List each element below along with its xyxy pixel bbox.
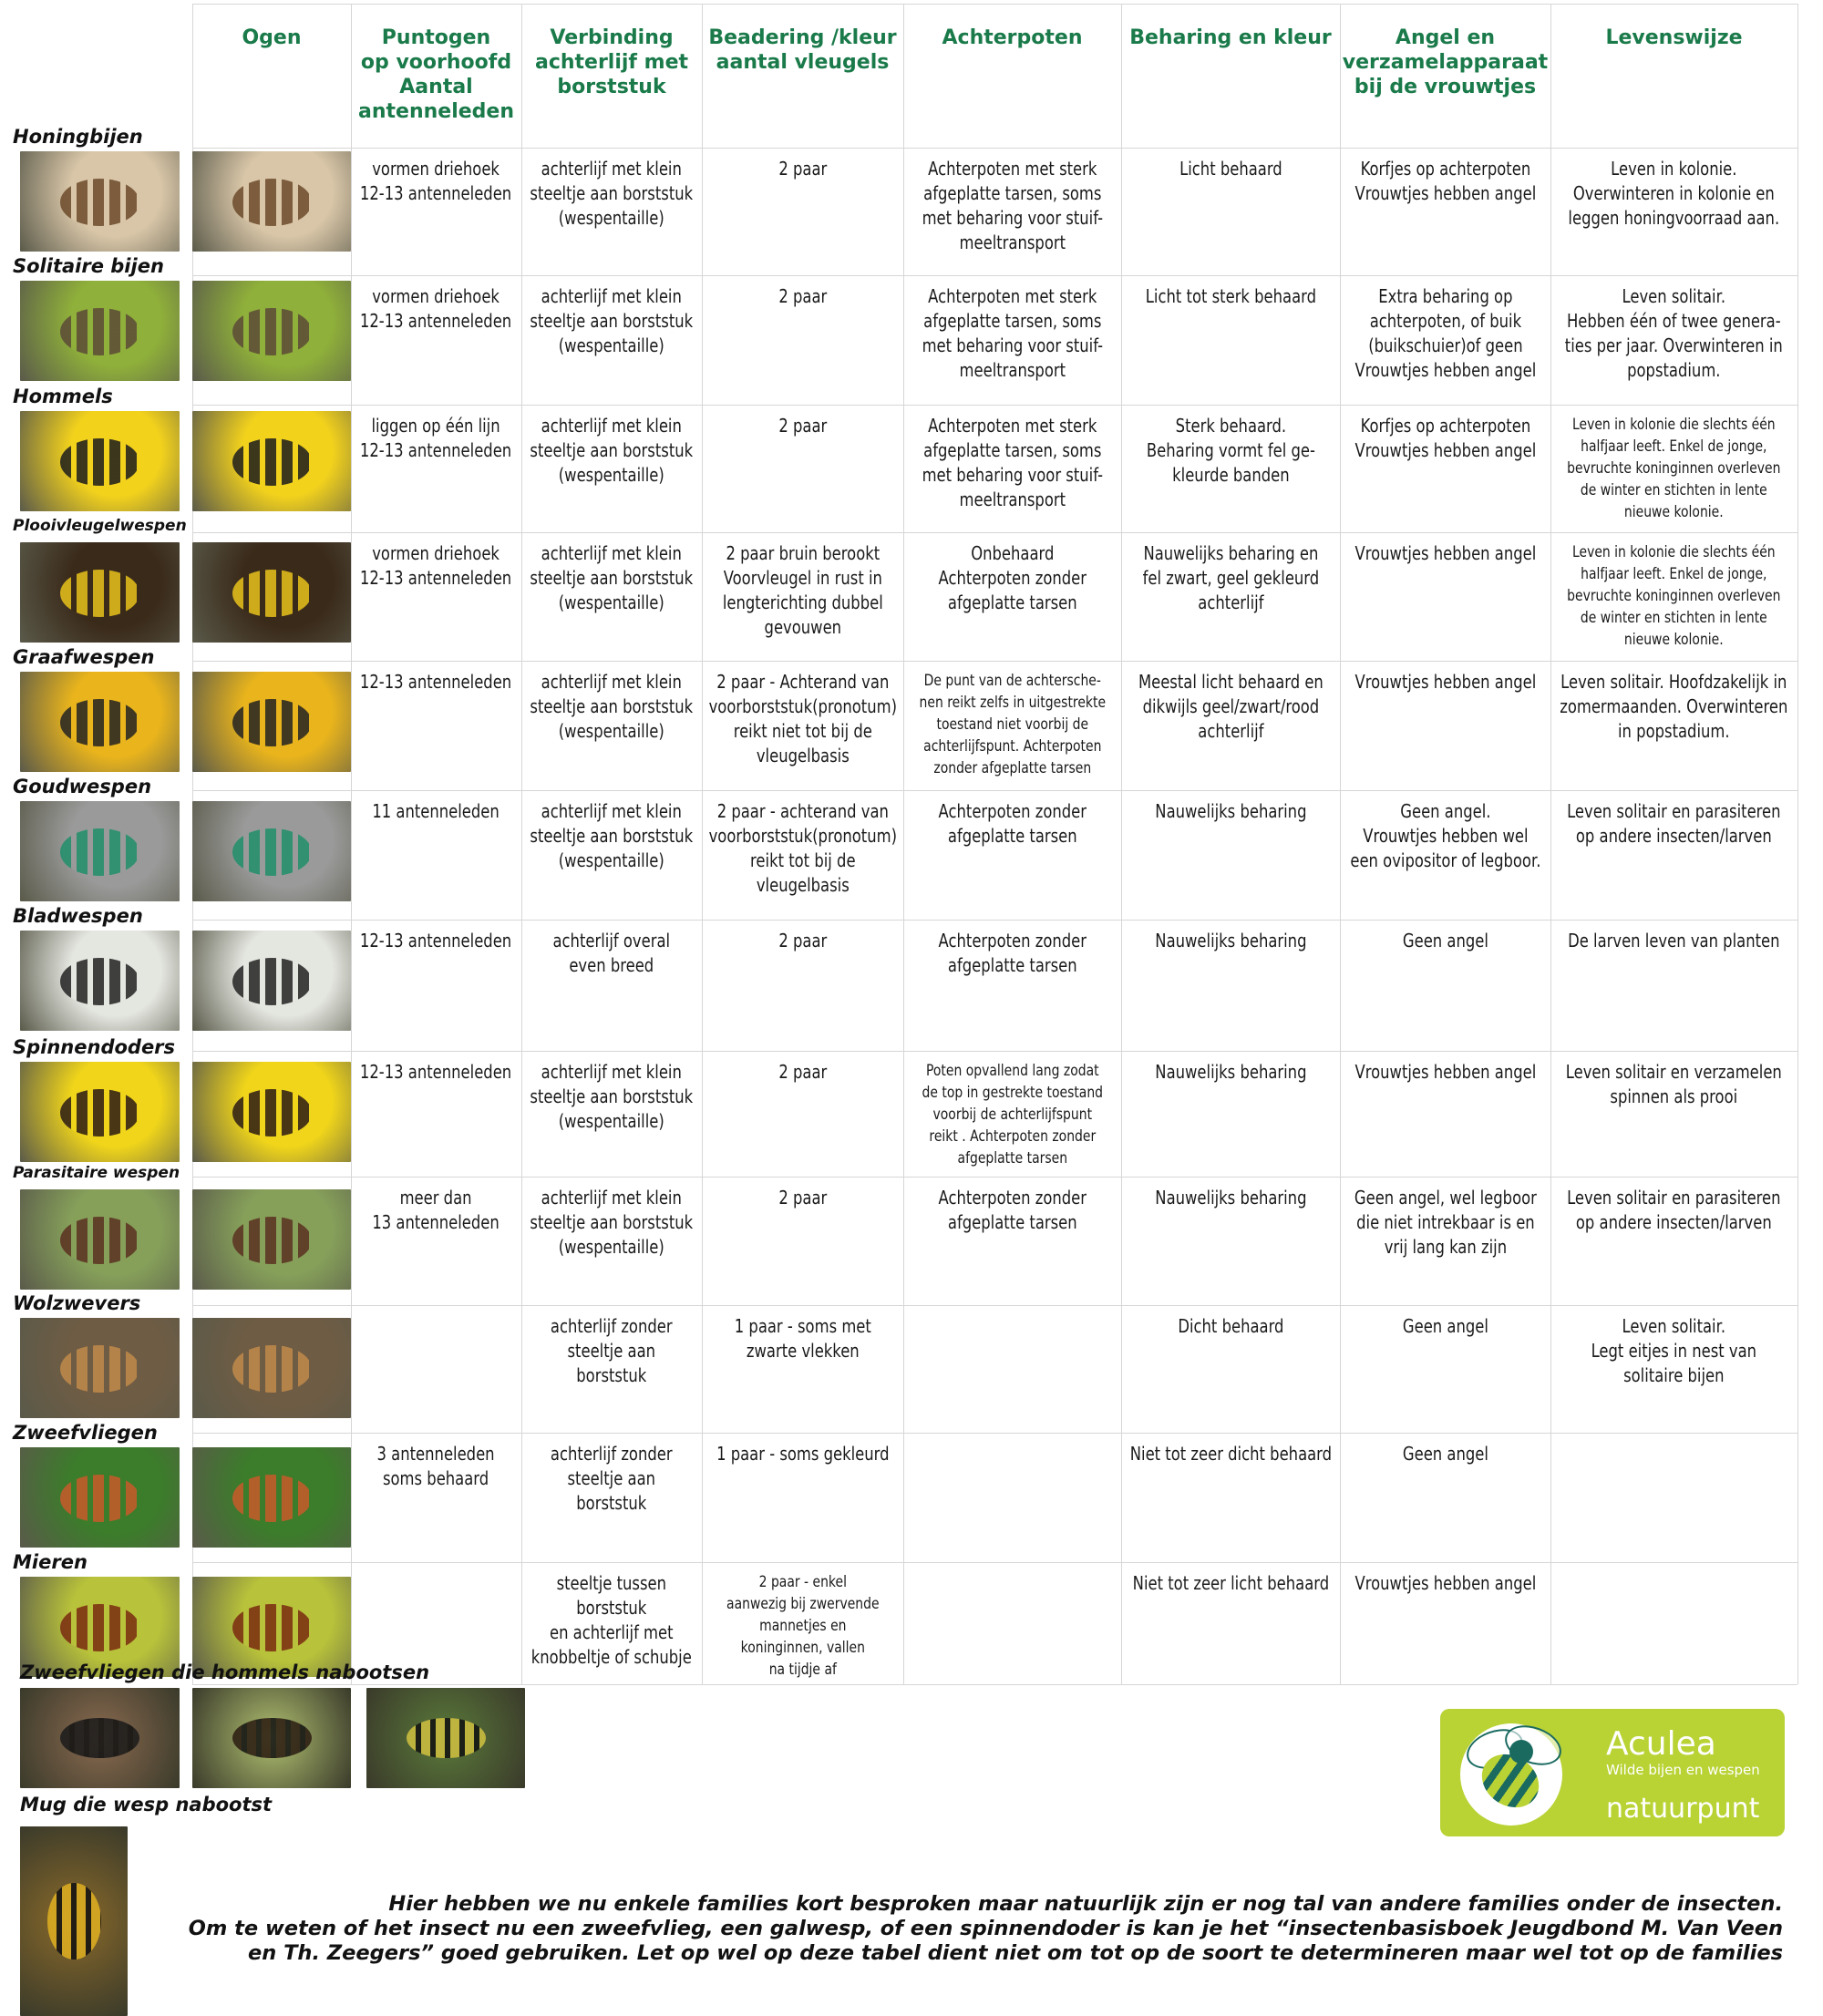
logo-tagline: Wilde bijen en wespen: [1606, 1762, 1760, 1778]
insect-closeup-photo: [192, 801, 351, 901]
table-cell: Leven in kolonie die slechts één halfjaar leeft. Enkel de jonge, bevruchte koninginnen overleven de winter en stichten in lente nieuwe kolonie.: [1567, 416, 1781, 521]
table-cell: Vrouwtjes hebben angel: [1354, 671, 1536, 693]
table-cell: vormen driehoek 12-13 antenneleden: [360, 158, 512, 204]
insect-closeup-photo: [192, 281, 351, 381]
table-cell: Nauwelijks beharing: [1154, 1061, 1307, 1083]
table-cell: 2 paar - achterand van voorborststuk(pronotum) reikt tot bij de vleugelbasis: [708, 800, 897, 896]
insect-photo: [20, 1062, 180, 1162]
column-header: Beharing en kleur: [1129, 26, 1332, 49]
row-label: Parasitaire wespen: [13, 1164, 180, 1182]
column-header: Achterpoten: [942, 26, 1083, 49]
row-label: Goudwespen: [13, 776, 152, 797]
logo-org: natuurpunt: [1606, 1793, 1760, 1825]
table-cell: achterlijf met klein steeltje aan borststuk (wespentaille): [530, 1187, 694, 1258]
table-cell: Geen angel: [1402, 1315, 1488, 1337]
table-cell: Leven solitair en verzamelen spinnen als prooi: [1565, 1061, 1783, 1107]
table-cell: steeltje tussen borststuk en achterlijf met knobbeltje of schubje: [530, 1572, 693, 1668]
table-cell: Sterk behaard. Beharing vormt fel ge- kleurde banden: [1146, 415, 1315, 486]
insect-closeup-photo: [192, 1189, 351, 1290]
table-cell: De larven leven van planten: [1568, 930, 1780, 951]
footer-line: Om te weten of het insect nu een zweefvlieg, een galwesp, of een spinnendoder is kan je het “insectenbasisboek Jeugdbond M. Van Veen: [188, 1917, 1783, 1940]
table-cell: Licht behaard: [1179, 158, 1282, 180]
table-cell: Korfjes op achterpoten Vrouwtjes hebben angel: [1354, 415, 1536, 461]
table-cell: Leven solitair en parasiteren op andere insecten/larven: [1567, 1187, 1781, 1233]
row-label: Wolzwevers: [13, 1292, 141, 1314]
footer-line: Hier hebben we nu enkele families kort besproken maar natuurlijk zijn er nog tal van andere families onder de insecten.: [388, 1892, 1783, 1916]
row-label: Bladwespen: [13, 905, 143, 927]
table-cell: Korfjes op achterpoten Vrouwtjes hebben angel: [1354, 158, 1536, 204]
table-cell: 12-13 antenneleden: [360, 1061, 512, 1083]
table-cell: 3 antenneleden soms behaard: [376, 1443, 495, 1489]
table-cell: [1550, 1562, 1797, 1571]
insect-photo: [20, 672, 180, 772]
row-label: Hommels: [13, 386, 113, 407]
aculea-logo: [1440, 1709, 1785, 1836]
table-cell: Achterpoten zonder afgeplatte tarsen: [938, 1187, 1087, 1233]
table-cell: 2 paar: [778, 1061, 827, 1083]
table-cell: Dicht behaard: [1177, 1315, 1284, 1337]
table-cell: Leven solitair. Legt eitjes in nest van solitaire bijen: [1591, 1315, 1757, 1386]
column-header: Ogen: [242, 26, 302, 49]
table-cell: Geen angel. Vrouwtjes hebben wel een ovipositor of legboor.: [1349, 800, 1541, 871]
insect-closeup-photo: [192, 411, 351, 511]
table-cell: Niet tot zeer licht behaard: [1132, 1572, 1329, 1594]
insect-photo: [192, 1688, 351, 1788]
insect-photo: [20, 1318, 180, 1418]
insect-closeup-photo: [192, 1062, 351, 1162]
insect-photo: [20, 281, 180, 381]
table-cell: Licht tot sterk behaard: [1145, 285, 1316, 307]
mimic-bumblebee-label: Zweefvliegen die hommels nabootsen: [20, 1661, 430, 1683]
row-label: Solitaire bijen: [13, 255, 164, 277]
table-cell: De punt van de achtersche- nen reikt zelfs in uitgestrekte toestand niet voorbij de achterlijfspunt. Achterpoten zonder afgeplatte tarsen: [919, 672, 1106, 777]
insect-closeup-photo: [192, 1318, 351, 1418]
insect-photo: [20, 801, 180, 901]
logo-brand: Aculea: [1606, 1725, 1716, 1763]
table-cell: Achterpoten met sterk afgeplatte tarsen, soms met beharing voor stuif- meeltransport: [922, 158, 1103, 253]
table-cell: 2 paar: [778, 1187, 827, 1209]
column-header: Puntogen op voorhoofd Aantal antenneleden: [358, 26, 514, 123]
grid-vline: [1797, 4, 1798, 1684]
table-cell: Vrouwtjes hebben angel: [1354, 542, 1536, 564]
row-label: Spinnendoders: [13, 1036, 176, 1058]
table-cell: vormen driehoek 12-13 antenneleden: [360, 542, 512, 589]
insect-photo: [20, 542, 180, 643]
table-cell: 1 paar - soms met zwarte vlekken: [734, 1315, 871, 1362]
insect-closeup-photo: [192, 931, 351, 1031]
table-cell: 2 paar: [778, 158, 827, 180]
table-cell: liggen op één lijn 12-13 antenneleden: [360, 415, 512, 461]
table-cell: Nauwelijks beharing: [1154, 1187, 1307, 1209]
row-label: Honingbijen: [13, 126, 143, 148]
table-cell: 2 paar: [778, 930, 827, 951]
table-cell: [1550, 1433, 1797, 1442]
table-cell: achterlijf overal even breed: [552, 930, 671, 976]
table-cell: [903, 1433, 1121, 1442]
insect-photo: [20, 1688, 180, 1788]
table-cell: Leven solitair en parasiteren op andere insecten/larven: [1567, 800, 1781, 847]
insect-photo: [20, 1826, 128, 2016]
column-header: Angel en verzamelapparaat bij de vrouwtjes: [1342, 26, 1549, 98]
insect-photo: [20, 411, 180, 511]
table-cell: 12-13 antenneleden: [360, 930, 512, 951]
table-cell: Achterpoten met sterk afgeplatte tarsen, soms met beharing voor stuif- meeltransport: [922, 415, 1103, 510]
column-header: Levenswijze: [1605, 26, 1743, 49]
table-cell: Onbehaard Achterpoten zonder afgeplatte tarsen: [938, 542, 1087, 613]
table-cell: [351, 1305, 521, 1314]
table-cell: Extra beharing op achterpoten, of buik (buikschuier)of geen Vrouwtjes hebben angel: [1354, 285, 1536, 381]
table-cell: Nauwelijks beharing: [1154, 800, 1307, 822]
insect-photo: [20, 1447, 180, 1548]
table-cell: 11 antenneleden: [372, 800, 500, 822]
table-cell: Niet tot zeer dicht behaard: [1129, 1443, 1332, 1465]
table-cell: achterlijf met klein steeltje aan borststuk (wespentaille): [530, 800, 694, 871]
mimic-wasp-label: Mug die wesp nabootst: [20, 1794, 273, 1815]
table-cell: achterlijf met klein steeltje aan borststuk (wespentaille): [530, 415, 694, 486]
table-cell: Geen angel, wel legboor die niet intrekbaar is en vrij lang kan zijn: [1354, 1187, 1537, 1258]
table-cell: vormen driehoek 12-13 antenneleden: [360, 285, 512, 332]
row-label: Zweefvliegen: [13, 1422, 158, 1444]
insect-closeup-photo: [192, 151, 351, 252]
table-cell: Leven in kolonie die slechts één halfjaar leeft. Enkel de jonge, bevruchte koninginnen overleven de winter en stichten in lente nieuwe kolonie.: [1567, 543, 1781, 649]
column-header: Verbinding achterlijf met borststuk: [534, 26, 689, 98]
insect-closeup-photo: [192, 542, 351, 643]
insect-photo: [366, 1688, 525, 1788]
table-cell: Geen angel: [1402, 1443, 1488, 1465]
insect-closeup-photo: [192, 1447, 351, 1548]
table-cell: Nauwelijks beharing: [1154, 930, 1307, 951]
column-header: Beadering /kleur aantal vleugels: [708, 26, 897, 74]
table-cell: achterlijf met klein steeltje aan borststuk (wespentaille): [530, 671, 694, 742]
row-label: Graafwespen: [13, 646, 155, 668]
table-cell: Leven solitair. Hoofdzakelijk in zomermaanden. Overwinteren in popstadium.: [1560, 671, 1788, 742]
table-cell: 2 paar - enkel aanwezig bij zwervende mannetjes en koninginnen, vallen na tijdje af: [726, 1573, 880, 1679]
insect-closeup-photo: [192, 672, 351, 772]
table-cell: 2 paar: [778, 415, 827, 437]
footer-note: [179, 1892, 1783, 1966]
table-cell: Achterpoten zonder afgeplatte tarsen: [938, 800, 1087, 847]
table-cell: achterlijf met klein steeltje aan borststuk (wespentaille): [530, 542, 694, 613]
table-cell: achterlijf met klein steeltje aan borststuk (wespentaille): [530, 285, 694, 356]
table-cell: Poten opvallend lang zodat de top in gestrekte toestand voorbij de achterlijfspunt reikt . Achterpoten zonder afgeplatte tarsen: [922, 1062, 1103, 1167]
table-cell: Leven in kolonie. Overwinteren in kolonie en leggen honingvoorraad aan.: [1568, 158, 1780, 229]
table-cell: achterlijf met klein steeltje aan borststuk (wespentaille): [530, 158, 694, 229]
table-cell: 1 paar - soms gekleurd: [716, 1443, 890, 1465]
insect-photo: [20, 1189, 180, 1290]
table-cell: achterlijf zonder steeltje aan borststuk: [551, 1443, 673, 1514]
table-cell: achterlijf met klein steeltje aan borststuk (wespentaille): [530, 1061, 694, 1132]
table-cell: [903, 1305, 1121, 1314]
table-cell: achterlijf zonder steeltje aan borststuk: [551, 1315, 673, 1386]
table-cell: meer dan 13 antenneleden: [372, 1187, 500, 1233]
table-cell: [903, 1562, 1121, 1571]
insect-photo: [20, 931, 180, 1031]
table-cell: Achterpoten met sterk afgeplatte tarsen, soms met beharing voor stuif- meeltransport: [922, 285, 1103, 381]
table-cell: Nauwelijks beharing en fel zwart, geel gekleurd achterlijf: [1142, 542, 1319, 613]
table-cell: Leven solitair. Hebben één of twee genera- ties per jaar. Overwinteren in popstadium.: [1564, 285, 1783, 381]
table-cell: Vrouwtjes hebben angel: [1354, 1061, 1536, 1083]
table-cell: [351, 1562, 521, 1571]
table-cell: 2 paar bruin berookt Voorvleugel in rust in lengterichting dubbel gevouwen: [722, 542, 883, 638]
grid-hline: [192, 1684, 1797, 1685]
table-cell: Achterpoten zonder afgeplatte tarsen: [938, 930, 1087, 976]
table-cell: 12-13 antenneleden: [360, 671, 512, 693]
table-cell: 2 paar - Achterand van voorborststuk(pronotum) reikt niet tot bij de vleugelbasis: [708, 671, 897, 766]
row-label: Plooivleugelwespen: [13, 517, 187, 535]
table-cell: Meestal licht behaard en dikwijls geel/zwart/rood achterlijf: [1138, 671, 1323, 742]
table-cell: Vrouwtjes hebben angel: [1354, 1572, 1536, 1594]
footer-line: en Th. Zeegers” goed gebruiken. Let op wel op deze tabel dient niet om tot op de soort te determineren maar wel tot op de families: [247, 1941, 1783, 1965]
table-cell: 2 paar: [778, 285, 827, 307]
table-cell: Geen angel: [1402, 930, 1488, 951]
row-label: Mieren: [13, 1551, 88, 1573]
insect-photo: [20, 151, 180, 252]
